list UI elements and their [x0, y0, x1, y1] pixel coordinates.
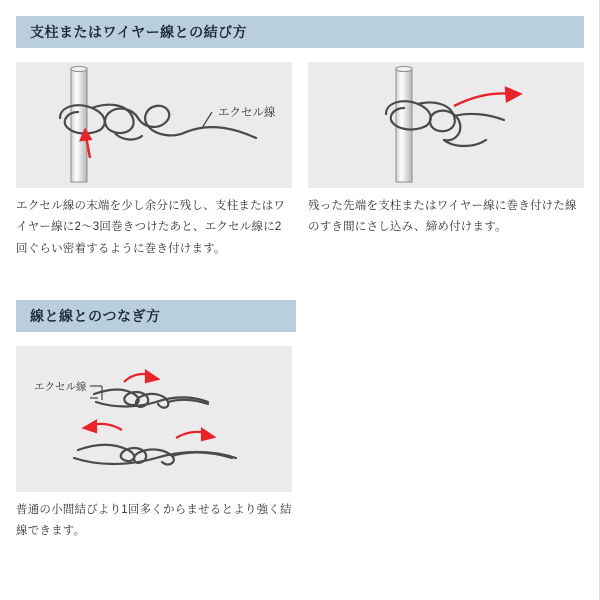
panel-line-to-line: [16, 346, 292, 543]
section-heading-tie-to-post: 支柱またはワイヤー線との結び方: [16, 16, 584, 48]
caption-tie-to-post-step1: エクセル線の末端を少し余分に残し、支柱またはワイヤー線に2～3回巻きつけたあと、エクセル線に2回ぐらい密着するように巻き付けます。: [16, 200, 286, 255]
section-line-to-line: [16, 300, 584, 543]
panel-row-tie-to-post: [16, 62, 584, 260]
figure-tie-to-post-step2: [308, 62, 584, 188]
panel-tie-to-post-step1: [16, 62, 292, 260]
panel-tie-to-post-step2: [308, 62, 584, 260]
caption-line-to-line: 普通の小間結びより1回多くからませるとより強く結線できます。: [16, 503, 292, 538]
section-heading-line-to-line: 線と線とのつなぎ方: [16, 300, 296, 332]
figure-label-excel-line-2: エクセル線: [34, 380, 87, 393]
section-tie-to-post: [16, 16, 584, 260]
figure-label-excel-line-1: エクセル線: [218, 107, 276, 119]
figure-tie-to-post-step1: [16, 62, 292, 188]
caption-tie-to-post-step2: 残った先端を支柱またはワイヤー線に巻き付けた線のすき間にさし込み、締め付けます。: [308, 200, 577, 234]
figure-line-to-line: [16, 346, 292, 492]
